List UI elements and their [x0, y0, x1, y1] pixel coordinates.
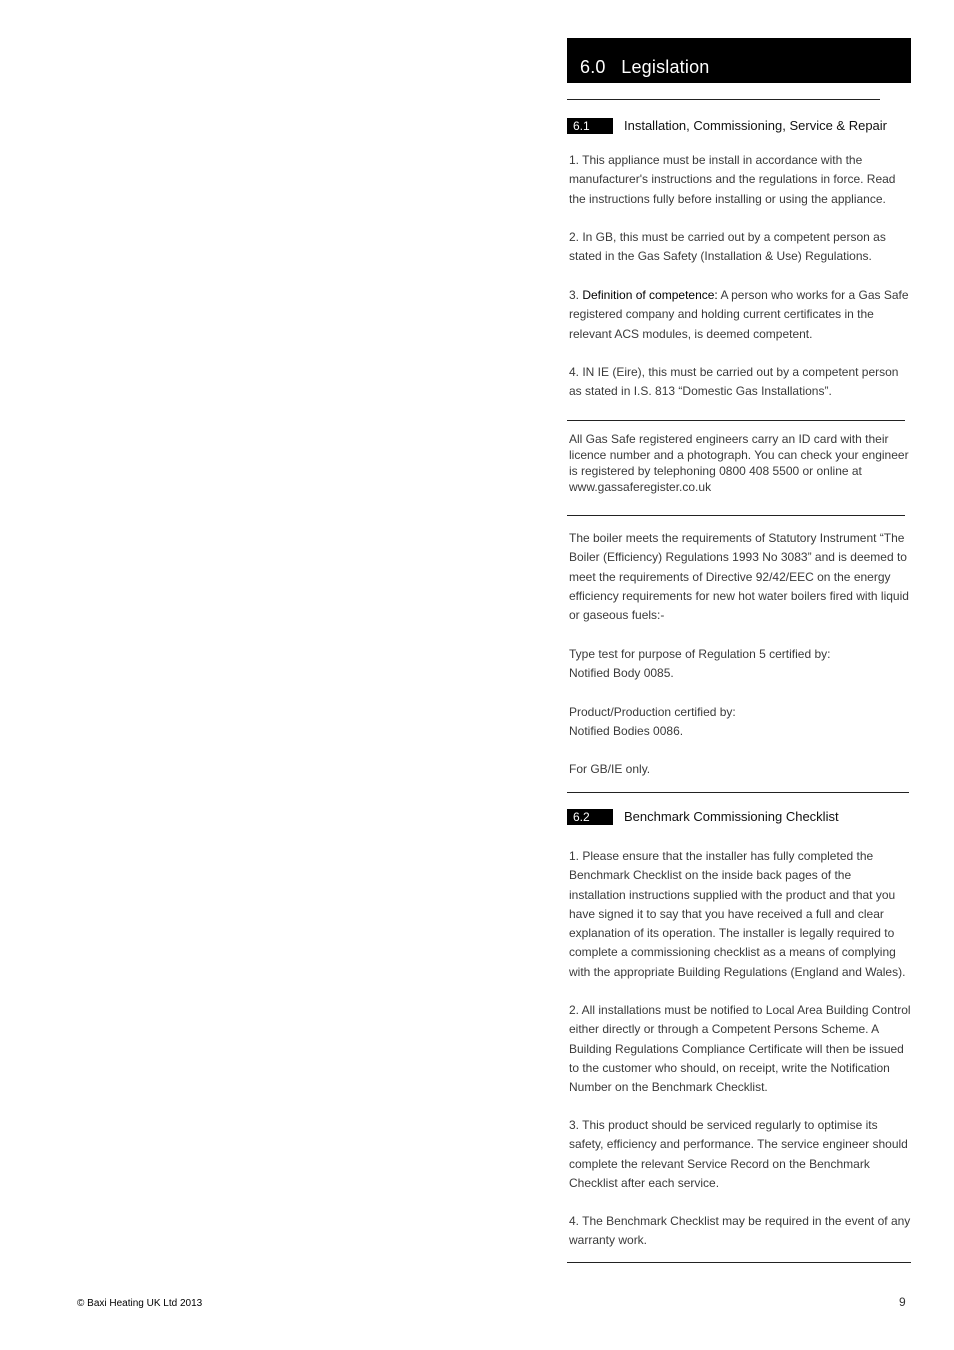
subsection-heading-6-1: [567, 118, 911, 136]
notified-bodies-line: Notified Bodies 0086.: [569, 724, 684, 739]
paragraph-benchmark-2: 2. All installations must be notified to Local Area Building Control either directly or through a Competent Persons Scheme. A Building Regulations Compliance Certificate will then be issued to the customer who should, on receipt, write the Notification Number on the Benchmark Checklist.: [569, 1003, 911, 1095]
paragraph-ie: 4. IN IE (Eire), this must be carried out by a competent person as stated in I.S. 813 “Domestic Gas Installations”.: [569, 365, 899, 399]
divider: [567, 420, 905, 421]
subsection-number: 6.2: [567, 809, 613, 825]
copyright: © Baxi Heating UK Ltd 2013: [77, 1298, 203, 1309]
heading-number: 6.0: [580, 57, 606, 77]
paragraph-install: 1. This appliance must be install in accordance with the manufacturer's instructions and the regulations in force. Read the instructions fully before installing or using the appliance.: [569, 153, 896, 206]
subsection-title: Benchmark Commissioning Checklist: [624, 809, 839, 824]
notified-body-line: Notified Body 0085.: [569, 666, 674, 681]
paragraph-competence: [569, 286, 911, 344]
page-title: [580, 57, 710, 78]
divider: [567, 99, 880, 100]
heading-title: Legislation: [621, 57, 710, 77]
type-test-line: Type test for purpose of Regulation 5 certified by:: [569, 647, 831, 661]
page-number: 9: [899, 1295, 906, 1309]
divider: [567, 792, 909, 793]
section-heading-banner: [567, 38, 911, 83]
competence-term: Definition of competence:: [582, 288, 718, 302]
subsection-number: 6.1: [567, 118, 613, 134]
divider: [567, 1262, 911, 1263]
paragraph-production: [569, 703, 911, 742]
paragraph-gb: 2. In GB, this must be carried out by a competent person as stated in the Gas Safety (Installation & Use) Regulations.: [569, 230, 886, 264]
subsection-title: Installation, Commissioning, Service & Repair: [624, 118, 887, 133]
paragraph-benchmark-1: 1. Please ensure that the installer has fully completed the Benchmark Checklist on the inside back pages of the installation instructions supplied with the product and that you have signed it to say that you have received a full and clear explanation of its operation. The installer is legally required to complete a commissioning checklist as a means of complying with the appropriate Building Regulations (England and Wales).: [569, 849, 906, 979]
paragraph-scope: For GB/IE only.: [569, 762, 651, 776]
competence-text: A person who works for a Gas Safe registered company and holding current certificates in the relevant ACS modules, is deemed competent.: [569, 288, 909, 341]
paragraph-benchmark-4: 4. The Benchmark Checklist may be required in the event of any warranty work.: [569, 1214, 911, 1248]
paragraph-benchmark-3: 3. This product should be serviced regularly to optimise its safety, efficiency and performance. The service engineer should complete the relevant Service Record on the Benchmark Checklist after each service.: [569, 1118, 908, 1190]
divider: [567, 515, 905, 516]
gas-safe-note: All Gas Safe registered engineers carry an ID card with their licence number and a photograph. You can check your engineer is registered by telephoning 0800 408 5500 or online at www.gassaferegister.co.uk: [569, 432, 909, 494]
paragraph-efficiency: The boiler meets the requirements of Statutory Instrument “The Boiler (Efficiency) Regulations 1993 No 3083” and is deemed to meet the requirements of Directive 92/42/EEC on the energy efficiency requirements for new hot water boilers fired with liquid or gaseous fuels:-: [569, 531, 909, 623]
production-line: Product/Production certified by:: [569, 705, 736, 719]
competence-prefix: 3.: [569, 288, 583, 302]
paragraph-type-test: [569, 645, 911, 684]
subsection-heading-6-2: [567, 809, 911, 827]
